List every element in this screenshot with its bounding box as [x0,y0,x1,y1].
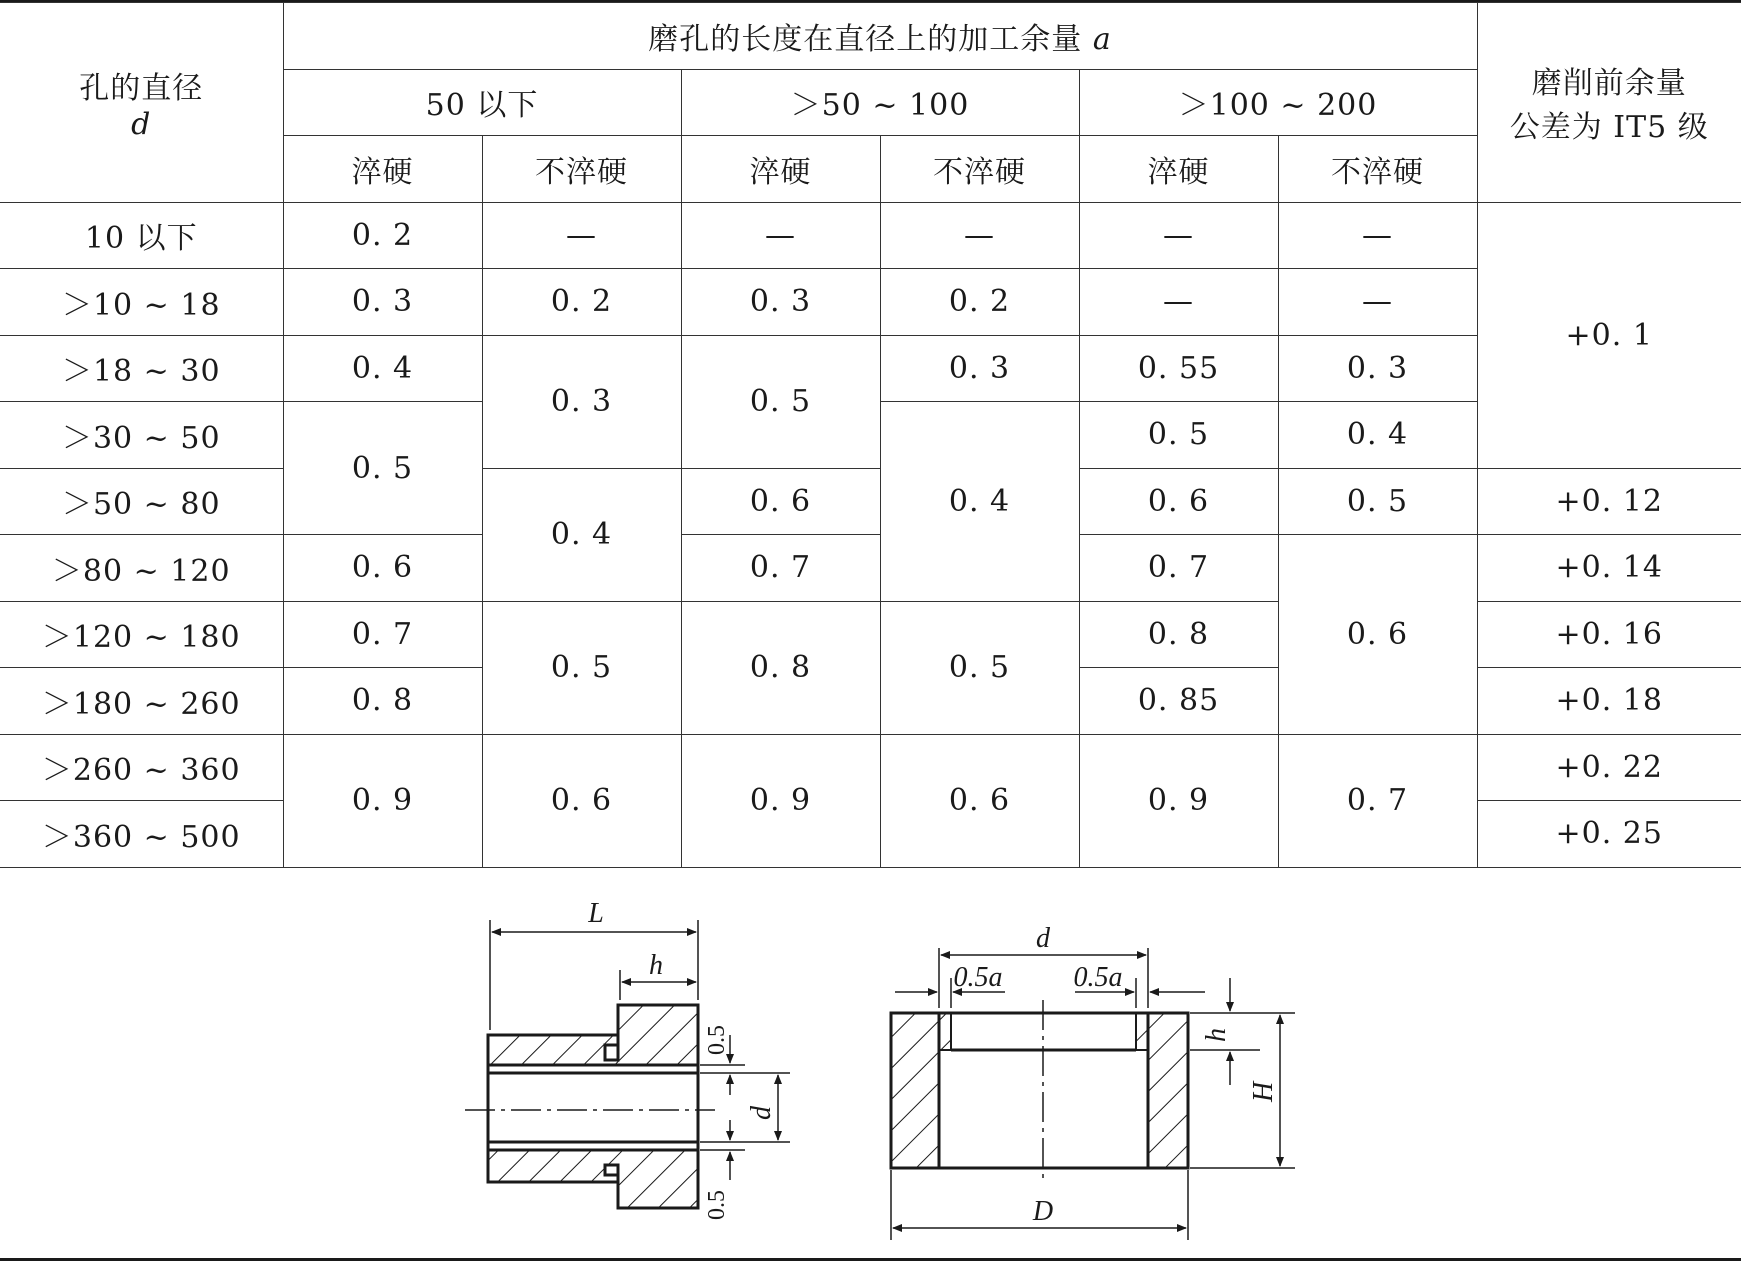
value-cell: 0. 9 [681,734,880,867]
value-cell: 0. 6 [681,468,880,535]
tolerance-cell: +0. 22 [1477,734,1741,801]
tolerance-cell: +0. 16 [1477,601,1741,668]
dim-h-label: h [649,950,663,981]
header-length-range: ＞100 ~ 200 [1079,69,1477,136]
diameter-cell: ＞120 ~ 180 [0,601,283,668]
tolerance-cell: +0. 18 [1477,668,1741,735]
diameter-cell: ＞260 ~ 360 [0,734,283,801]
diameter-cell: ＞30 ~ 50 [0,402,283,469]
diameter-cell: ＞360 ~ 500 [0,801,283,868]
header-not-hardened: 不淬硬 [880,136,1079,203]
table-row [0,468,1741,535]
value-cell: 0. 3 [880,335,1079,402]
value-cell: 0. 9 [1079,734,1278,867]
table-row [0,601,1741,668]
tolerance-cell: +0. 25 [1477,801,1741,868]
dim-d-label-right: d [1036,923,1050,954]
value-cell: 0. 4 [1278,402,1477,469]
tolerance-cell: +0. 14 [1477,535,1741,602]
value-cell: 0. 7 [681,535,880,602]
value-cell: 0. 2 [482,269,681,336]
diameter-cell: ＞180 ~ 260 [0,668,283,735]
value-cell: 0. 5 [1079,402,1278,469]
dim-L-label: L [588,898,604,929]
value-cell: — [1278,269,1477,336]
value-cell: — [482,202,681,269]
dim-left-half-a-label: 0.5a [953,962,1003,993]
value-cell: — [1079,202,1278,269]
dim-H-label: H [1248,1081,1279,1102]
value-cell: 0. 8 [681,601,880,734]
table-row [0,734,1741,801]
value-cell: 0. 5 [283,402,482,535]
diameter-cell: 10 以下 [0,202,283,269]
value-cell: 0. 7 [1278,734,1477,867]
diameter-cell: ＞18 ~ 30 [0,335,283,402]
value-cell: — [1079,269,1278,336]
dim-h-label-right: h [1201,1028,1232,1042]
allowance-figures [0,870,1741,1250]
diameter-cell: ＞10 ~ 18 [0,269,283,336]
header-hardened: 淬硬 [1079,136,1278,203]
value-cell: 0. 7 [1079,535,1278,602]
value-cell: 0. 5 [482,601,681,734]
value-cell: 0. 9 [283,734,482,867]
table-row [0,535,1741,602]
value-cell: 0. 5 [1278,468,1477,535]
value-cell: 0. 6 [1079,468,1278,535]
value-cell: 0. 2 [283,202,482,269]
value-cell: 0. 3 [283,269,482,336]
left-bushing-drawing [465,920,790,1208]
dim-bottom-margin-label: 0.5 [704,1190,730,1220]
value-cell: 0. 3 [681,269,880,336]
value-cell: 0. 2 [880,269,1079,336]
value-cell: 0. 3 [482,335,681,468]
tolerance-cell: +0. 1 [1477,202,1741,468]
value-cell: 0. 6 [283,535,482,602]
bottom-rule [0,1258,1741,1261]
value-cell: 0. 4 [880,402,1079,602]
value-cell: 0. 8 [283,668,482,735]
header-length-range: ＞50 ~ 100 [681,69,1079,136]
value-cell: 0. 6 [1278,535,1477,735]
value-cell: 0. 3 [1278,335,1477,402]
header-not-hardened: 不淬硬 [1278,136,1477,203]
dim-D-label: D [1032,1196,1054,1227]
value-cell: 0. 6 [482,734,681,867]
value-cell: 0. 6 [880,734,1079,867]
grinding-allowance-table [0,2,1741,868]
value-cell: 0. 55 [1079,335,1278,402]
value-cell: 0. 8 [1079,601,1278,668]
value-cell: 0. 4 [283,335,482,402]
header-tolerance: 磨削前余量 公差为 IT5 级 [1477,3,1741,203]
header-not-hardened: 不淬硬 [482,136,681,203]
value-cell: — [681,202,880,269]
header-length-range: 50 以下 [283,69,681,136]
value-cell: 0. 85 [1079,668,1278,735]
tolerance-cell: +0. 12 [1477,468,1741,535]
header-hardened: 淬硬 [681,136,880,203]
diameter-cell: ＞50 ~ 80 [0,468,283,535]
value-cell: 0. 5 [681,335,880,468]
value-cell: 0. 5 [880,601,1079,734]
value-cell: — [1278,202,1477,269]
value-cell: 0. 7 [283,601,482,668]
value-cell: 0. 4 [482,468,681,601]
header-hole-diameter: 孔的直径 d [0,3,283,203]
header-allowance-group: 磨孔的长度在直径上的加工余量 a [283,3,1477,70]
dim-top-margin-label: 0.5 [704,1025,730,1055]
dim-right-half-a-label: 0.5a [1073,962,1123,993]
dim-d-label-left: d [746,1106,777,1120]
header-hardened: 淬硬 [283,136,482,203]
figure-svg [0,870,1741,1250]
value-cell: — [880,202,1079,269]
diameter-cell: ＞80 ~ 120 [0,535,283,602]
table-row [0,202,1741,269]
